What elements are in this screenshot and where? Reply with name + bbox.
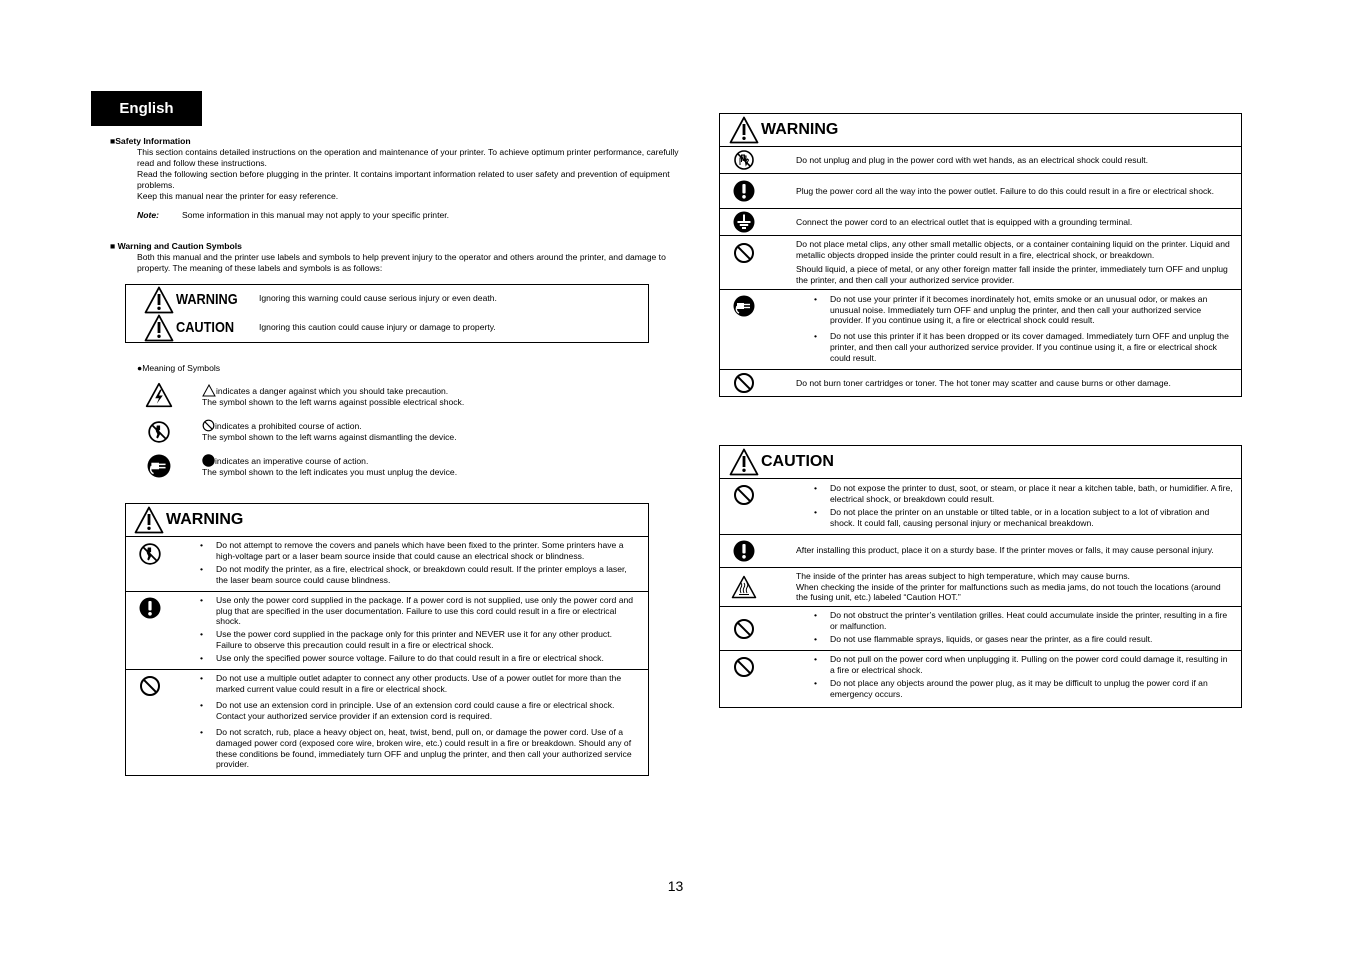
- caution-item: • Do not pull on the power cord when unplugging it. Pulling on the power cord could damage it, resulting in a fire or electrical shock.: [830, 654, 1233, 676]
- note-label: Note:: [137, 210, 159, 221]
- no-disassembly-icon: [147, 420, 171, 447]
- warning-meaning: Ignoring this warning could cause serious injury or even death.: [259, 293, 497, 303]
- safety-information-section: [110, 136, 680, 221]
- warning-header: [720, 116, 1241, 144]
- warning-title: WARNING: [166, 510, 244, 528]
- safety-paragraph: Read the following section before plugging in the printer. It contains important information related to user safety and prevention of equipment problems.: [137, 168, 670, 190]
- caution-title: CAUTION: [761, 452, 834, 470]
- unplug-icon: [147, 454, 171, 481]
- caution-row: [720, 567, 1242, 607]
- caution-meaning: Ignoring this caution could cause injury or damage to property.: [259, 322, 496, 332]
- caution-row: [720, 534, 1242, 567]
- warning-text: Plug the power cord all the way into the power outlet. Failure to do this could result in a fire or electrical shock.: [768, 174, 1242, 209]
- warning-text: Do not burn toner cartridges or toner. The hot toner may scatter and cause burns or other damage.: [768, 370, 1242, 397]
- warning-title: WARNING: [761, 120, 839, 138]
- right-warning-table: [719, 113, 1242, 397]
- caution-signal-word: [143, 314, 244, 342]
- right-caution-table: [719, 445, 1242, 708]
- warning-triangle-icon: [143, 286, 175, 314]
- mandatory-dot-icon: [202, 454, 215, 467]
- symbol-meaning-line: indicates an imperative course of action.: [215, 456, 369, 467]
- mandatory-icon: [139, 597, 161, 619]
- caution-triangle-icon: [143, 314, 175, 342]
- prohibited-icon: [139, 675, 161, 697]
- safety-information-heading: ■Safety Information: [110, 136, 191, 146]
- prohibited-icon: [733, 484, 755, 506]
- warning-item: • Do not use this printer if it has been dropped or its cover damaged. Immediately turn OFF and unplug the printer, and then call your authorized service provider. If you continue using it, a fire or electrical shock could result.: [830, 331, 1233, 364]
- symbol-meaning-line: The symbol shown to the left indicates you must unplug the device.: [202, 467, 458, 477]
- warning-text: Connect the power cord to an electrical outlet that is equipped with a grounding terminal.: [768, 209, 1242, 236]
- symbols-intro: Both this manual and the printer use labels and symbols to help prevent injury to the operator and others around the printer, and damage to property. The meaning of these labels and symbols is as follows:: [137, 251, 666, 273]
- symbols-heading: ■ Warning and Caution Symbols: [110, 241, 242, 251]
- caution-text: The inside of the printer has areas subject to high temperature, which may cause burns.: [796, 570, 1130, 581]
- warning-item: • Do not use your printer if it becomes inordinately hot, emits smoke or an unusual odor, or makes an unusual noise. Immediately turn OFF and unplug the printer, and then call your authorized service provider. If you continue using it, a fire or electrical shock could result.: [830, 294, 1233, 327]
- ground-icon: [733, 211, 755, 233]
- left-warning-table: [125, 503, 649, 776]
- caution-item: • Do not place the printer on an unstable or tilted table, or in a location subject to a lot of vibration and shock. It could fall, causing personal injury or mechanical breakdown.: [830, 507, 1233, 529]
- caution-item: • Do not place any objects around the power plug, as it may be difficult to unplug the power cord if an emergency occurs.: [830, 678, 1233, 700]
- prohibited-icon: [202, 419, 215, 432]
- warning-item: • Do not attempt to remove the covers and panels which have been fixed to the printer. Some printers have a high-voltage part or a laser beam source inside that could cause an electrical shock or blindness.: [216, 540, 640, 562]
- prohibited-icon: [733, 656, 755, 678]
- mandatory-icon: [733, 540, 755, 562]
- warning-item: • Do not scratch, rub, place a heavy object on, heat, twist, bend, pull on, or damage the power cord. Use of a damaged power cord (exposed core wire, broken wire, etc.) could result in a fire or breakdown. Should any of these conditions be found, immediately turn OFF and unplug the printer, and then call your authorized service provider.: [216, 727, 640, 771]
- hot-surface-icon: [731, 575, 757, 599]
- warning-text: Should liquid, a piece of metal, or any other foreign matter fall inside the printer, immediately turn OFF and unplug the printer, and then call your authorized service provider.: [796, 263, 1228, 285]
- warning-item: • Do not use an extension cord in principle. Use of an extension cord could cause a fire or electrical shock. Contact your authorized service provider if an extension cord is required.: [216, 700, 640, 722]
- warning-row: [126, 591, 649, 669]
- caution-text: When checking the inside of the printer for malfunctions such as media jams, do not touch the locations (around the fusing unit, etc.) labeled “Caution HOT.”: [796, 581, 1221, 603]
- symbol-meaning: [202, 454, 457, 478]
- warning-row: [720, 289, 1242, 369]
- caution-item: • Do not use flammable sprays, liquids, or gases near the printer, as a fire could result.: [830, 634, 1233, 645]
- caution-row: [720, 607, 1242, 651]
- warning-text: Do not place metal clips, any other small metallic objects, or a container containing liquid on the printer. Liquid and metallic objects dropped inside the printer could result in a fire, electrical shock, or breakdown.: [796, 239, 1230, 260]
- warning-text: Do not unplug and plug in the power cord with wet hands, as an electrical shock could result.: [768, 147, 1242, 174]
- warning-row: [720, 147, 1242, 174]
- symbol-meaning-line: indicates a prohibited course of action.: [215, 421, 362, 432]
- signal-word-legend: [125, 284, 649, 343]
- caution-row: [720, 479, 1242, 535]
- warning-row: [720, 174, 1242, 209]
- unplug-icon: [733, 295, 755, 317]
- page-number: 13: [667, 878, 684, 894]
- no-disassembly-icon: [138, 542, 162, 566]
- note-text: Some information in this manual may not apply to your specific printer.: [182, 210, 450, 221]
- warning-row: [720, 209, 1242, 236]
- prohibited-icon: [733, 618, 755, 640]
- warning-triangle-icon: [729, 116, 759, 144]
- warning-item: • Use the power cord supplied in the package only for this printer and NEVER use it for any other product. Failure to observe this precaution could result in a fire or electrical shock.: [216, 629, 640, 651]
- warning-row: [720, 370, 1242, 397]
- no-wet-hands-icon: [733, 149, 755, 171]
- symbol-meaning: [202, 419, 457, 443]
- warning-item: • Do not modify the printer, as a fire, electrical shock, or breakdown could result. If the printer employs a laser, the laser beam source could cause blindness.: [216, 564, 640, 586]
- symbol-meaning-line: The symbol shown to the left warns against possible electrical shock.: [202, 397, 465, 407]
- symbol-meaning-line: The symbol shown to the left warns against dismantling the device.: [202, 432, 457, 442]
- meaning-of-symbols-heading: ●Meaning of Symbols: [137, 363, 221, 373]
- caution-header: [720, 448, 1241, 476]
- symbols-section: [110, 241, 670, 274]
- language-tab: English: [91, 91, 202, 126]
- symbol-meaning: [202, 384, 464, 408]
- safety-paragraph: This section contains detailed instructions on the operation and maintenance of your printer. To achieve optimum printer performance, carefully read and follow these instructions.: [137, 146, 679, 168]
- caution-text: After installing this product, place it on a sturdy base. If the printer moves or falls, it may cause personal injury.: [768, 534, 1242, 567]
- caution-label: CAUTION: [176, 319, 235, 337]
- symbol-meaning-line: indicates a danger against which you should take precaution.: [216, 386, 449, 397]
- warning-row: [720, 236, 1242, 290]
- warning-item: • Do not use a multiple outlet adapter to connect any other products. Use of a power outlet for more than the marked current value could result in a fire or electrical shock.: [216, 673, 640, 695]
- warning-signal-word: [143, 286, 249, 314]
- prohibited-icon: [733, 372, 755, 394]
- warning-triangle-icon: [134, 506, 164, 534]
- electric-shock-icon: [145, 382, 173, 411]
- caution-triangle-icon: [202, 384, 216, 397]
- warning-item: • Use only the specified power source voltage. Failure to do that could result in a fire or electrical shock.: [216, 653, 640, 664]
- warning-header: [126, 506, 648, 534]
- note: [137, 210, 680, 221]
- warning-row: [126, 537, 649, 592]
- caution-item: • Do not obstruct the printer’s ventilation grilles. Heat could accumulate inside the printer, resulting in a fire or malfunction.: [830, 610, 1233, 632]
- warning-label: WARNING: [176, 291, 238, 309]
- prohibited-icon: [733, 242, 755, 264]
- caution-row: [720, 651, 1242, 708]
- mandatory-icon: [733, 180, 755, 202]
- caution-triangle-icon: [729, 448, 759, 476]
- safety-paragraph: Keep this manual near the printer for easy reference.: [137, 190, 339, 201]
- warning-row: [126, 670, 649, 776]
- caution-item: • Do not expose the printer to dust, soot, or steam, or place it near a kitchen table, bath, or humidifier. A fire, electrical shock, or breakdown could result.: [830, 483, 1233, 505]
- warning-item: • Use only the power cord supplied in the package. If a power cord is not supplied, use only the power cord and plug that are specified in the user documentation. Failure to use this cord could result in a fire or electrical shock.: [216, 595, 640, 628]
